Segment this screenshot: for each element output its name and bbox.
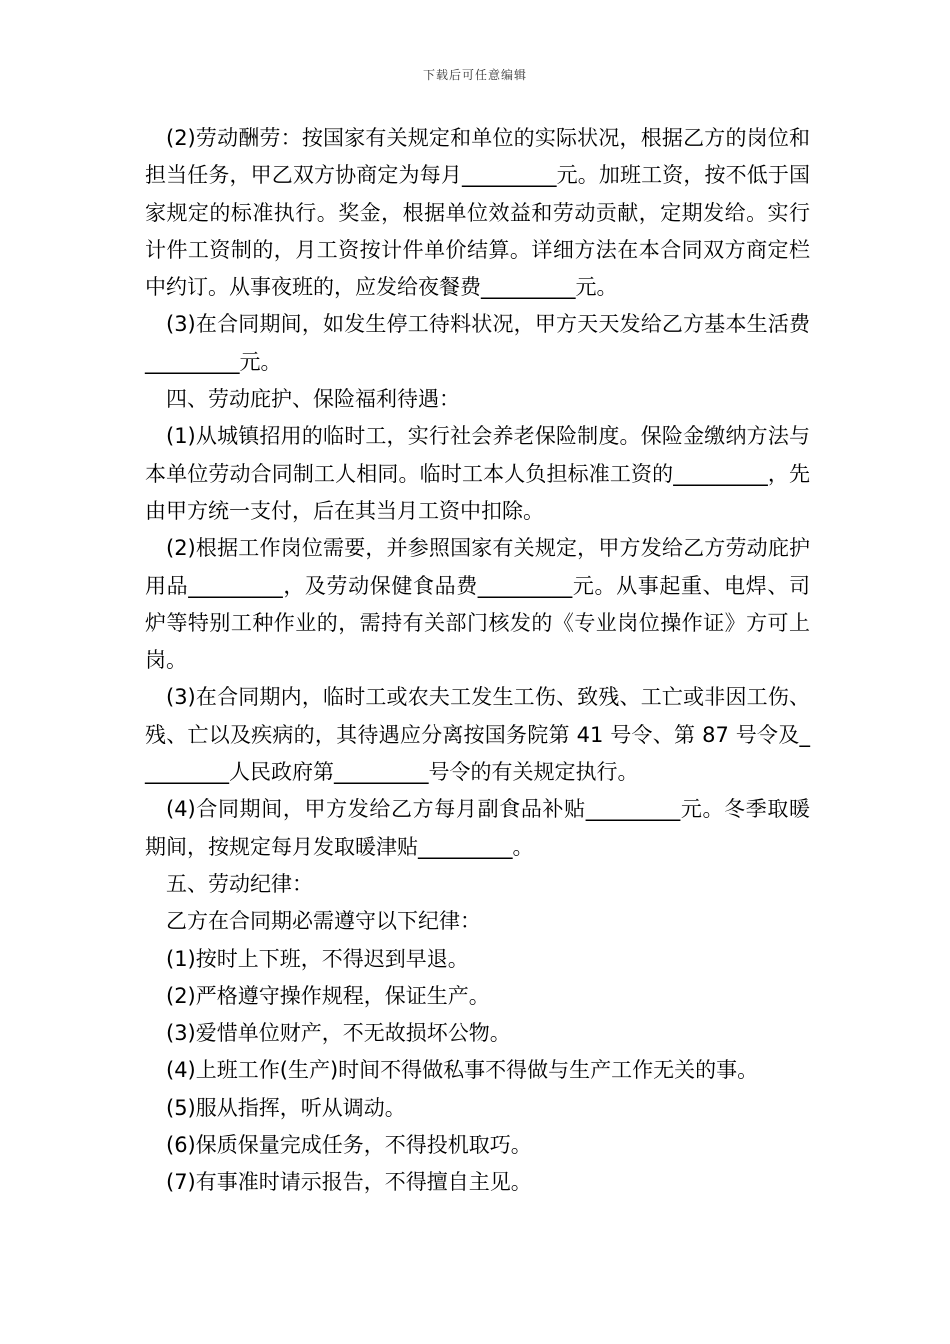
section-heading-protection: 四、劳动庇护、保险福利待遇： (166, 387, 460, 412)
rule-item: (2)严格遵守操作规程，保证生产。 (166, 983, 490, 1008)
page-header: 下载后可任意编辑 (422, 68, 527, 82)
paragraph-food-subsidy: (4)合同期间，甲方发给乙方每月副食品补贴_________元。冬季取暖期间，按规定每月发取暖津贴_________。 (145, 797, 810, 859)
paragraph-living-allowance: (3)在合同期间，如发生停工待料状况，甲方天天发给乙方基本生活费_________元。 (145, 312, 810, 374)
rule-item: (5)服从指挥，听从调动。 (166, 1095, 406, 1120)
document-body (145, 120, 810, 1202)
paragraph-injury-treatment: (3)在合同期内，临时工或农夫工发生工伤、致残、工亡或非因工伤、残、亡以及疾病的，其待遇应分离按国务院第 41 号令、第 87 号令及_________人民政府第_________号令的有关规定执行。 (145, 685, 810, 785)
paragraph-protective-equipment: (2)根据工作岗位需要，并参照国家有关规定，甲方发给乙方劳动庇护用品_________，及劳动保健食品费_________元。从事起重、电焊、司炉等特别工种作业的，需持有关部门核发的《专业岗位操作证》方可上岗。 (145, 536, 810, 673)
paragraph-labor-pay: (2)劳动酬劳：按国家有关规定和单位的实际状况，根据乙方的岗位和担当任务，甲乙双方协商定为每月_________元。加班工资，按不低于国家规定的标准执行。奖金，根据单位效益和劳动贡献，定期发给。实行计件工资制的，月工资按计件单价结算。详细方法在本合同双方商定栏中约订。从事夜班的，应发给夜餐费_________元。 (145, 126, 810, 300)
rule-item: (1)按时上下班，不得迟到早退。 (166, 946, 469, 971)
paragraph-social-insurance: (1)从城镇招用的临时工，实行社会养老保险制度。保险金缴纳方法与本单位劳动合同制工人相同。临时工本人负担标准工资的_________，先由甲方统一支付，后在其当月工资中扣除。 (145, 424, 810, 523)
rule-item: (4)上班工作(生产)时间不得做私事不得做与生产工作无关的事。 (166, 1058, 759, 1083)
rule-item: (6)保质保量完成任务，不得投机取巧。 (166, 1133, 532, 1158)
rule-item: (3)爱惜单位财产，不无故损坏公物。 (166, 1021, 511, 1046)
paragraph-discipline-intro: 乙方在合同期必需遵守以下纪律： (166, 909, 481, 934)
section-heading-discipline: 五、劳动纪律： (166, 871, 313, 896)
rule-item: (7)有事准时请示报告，不得擅自主见。 (166, 1170, 532, 1195)
